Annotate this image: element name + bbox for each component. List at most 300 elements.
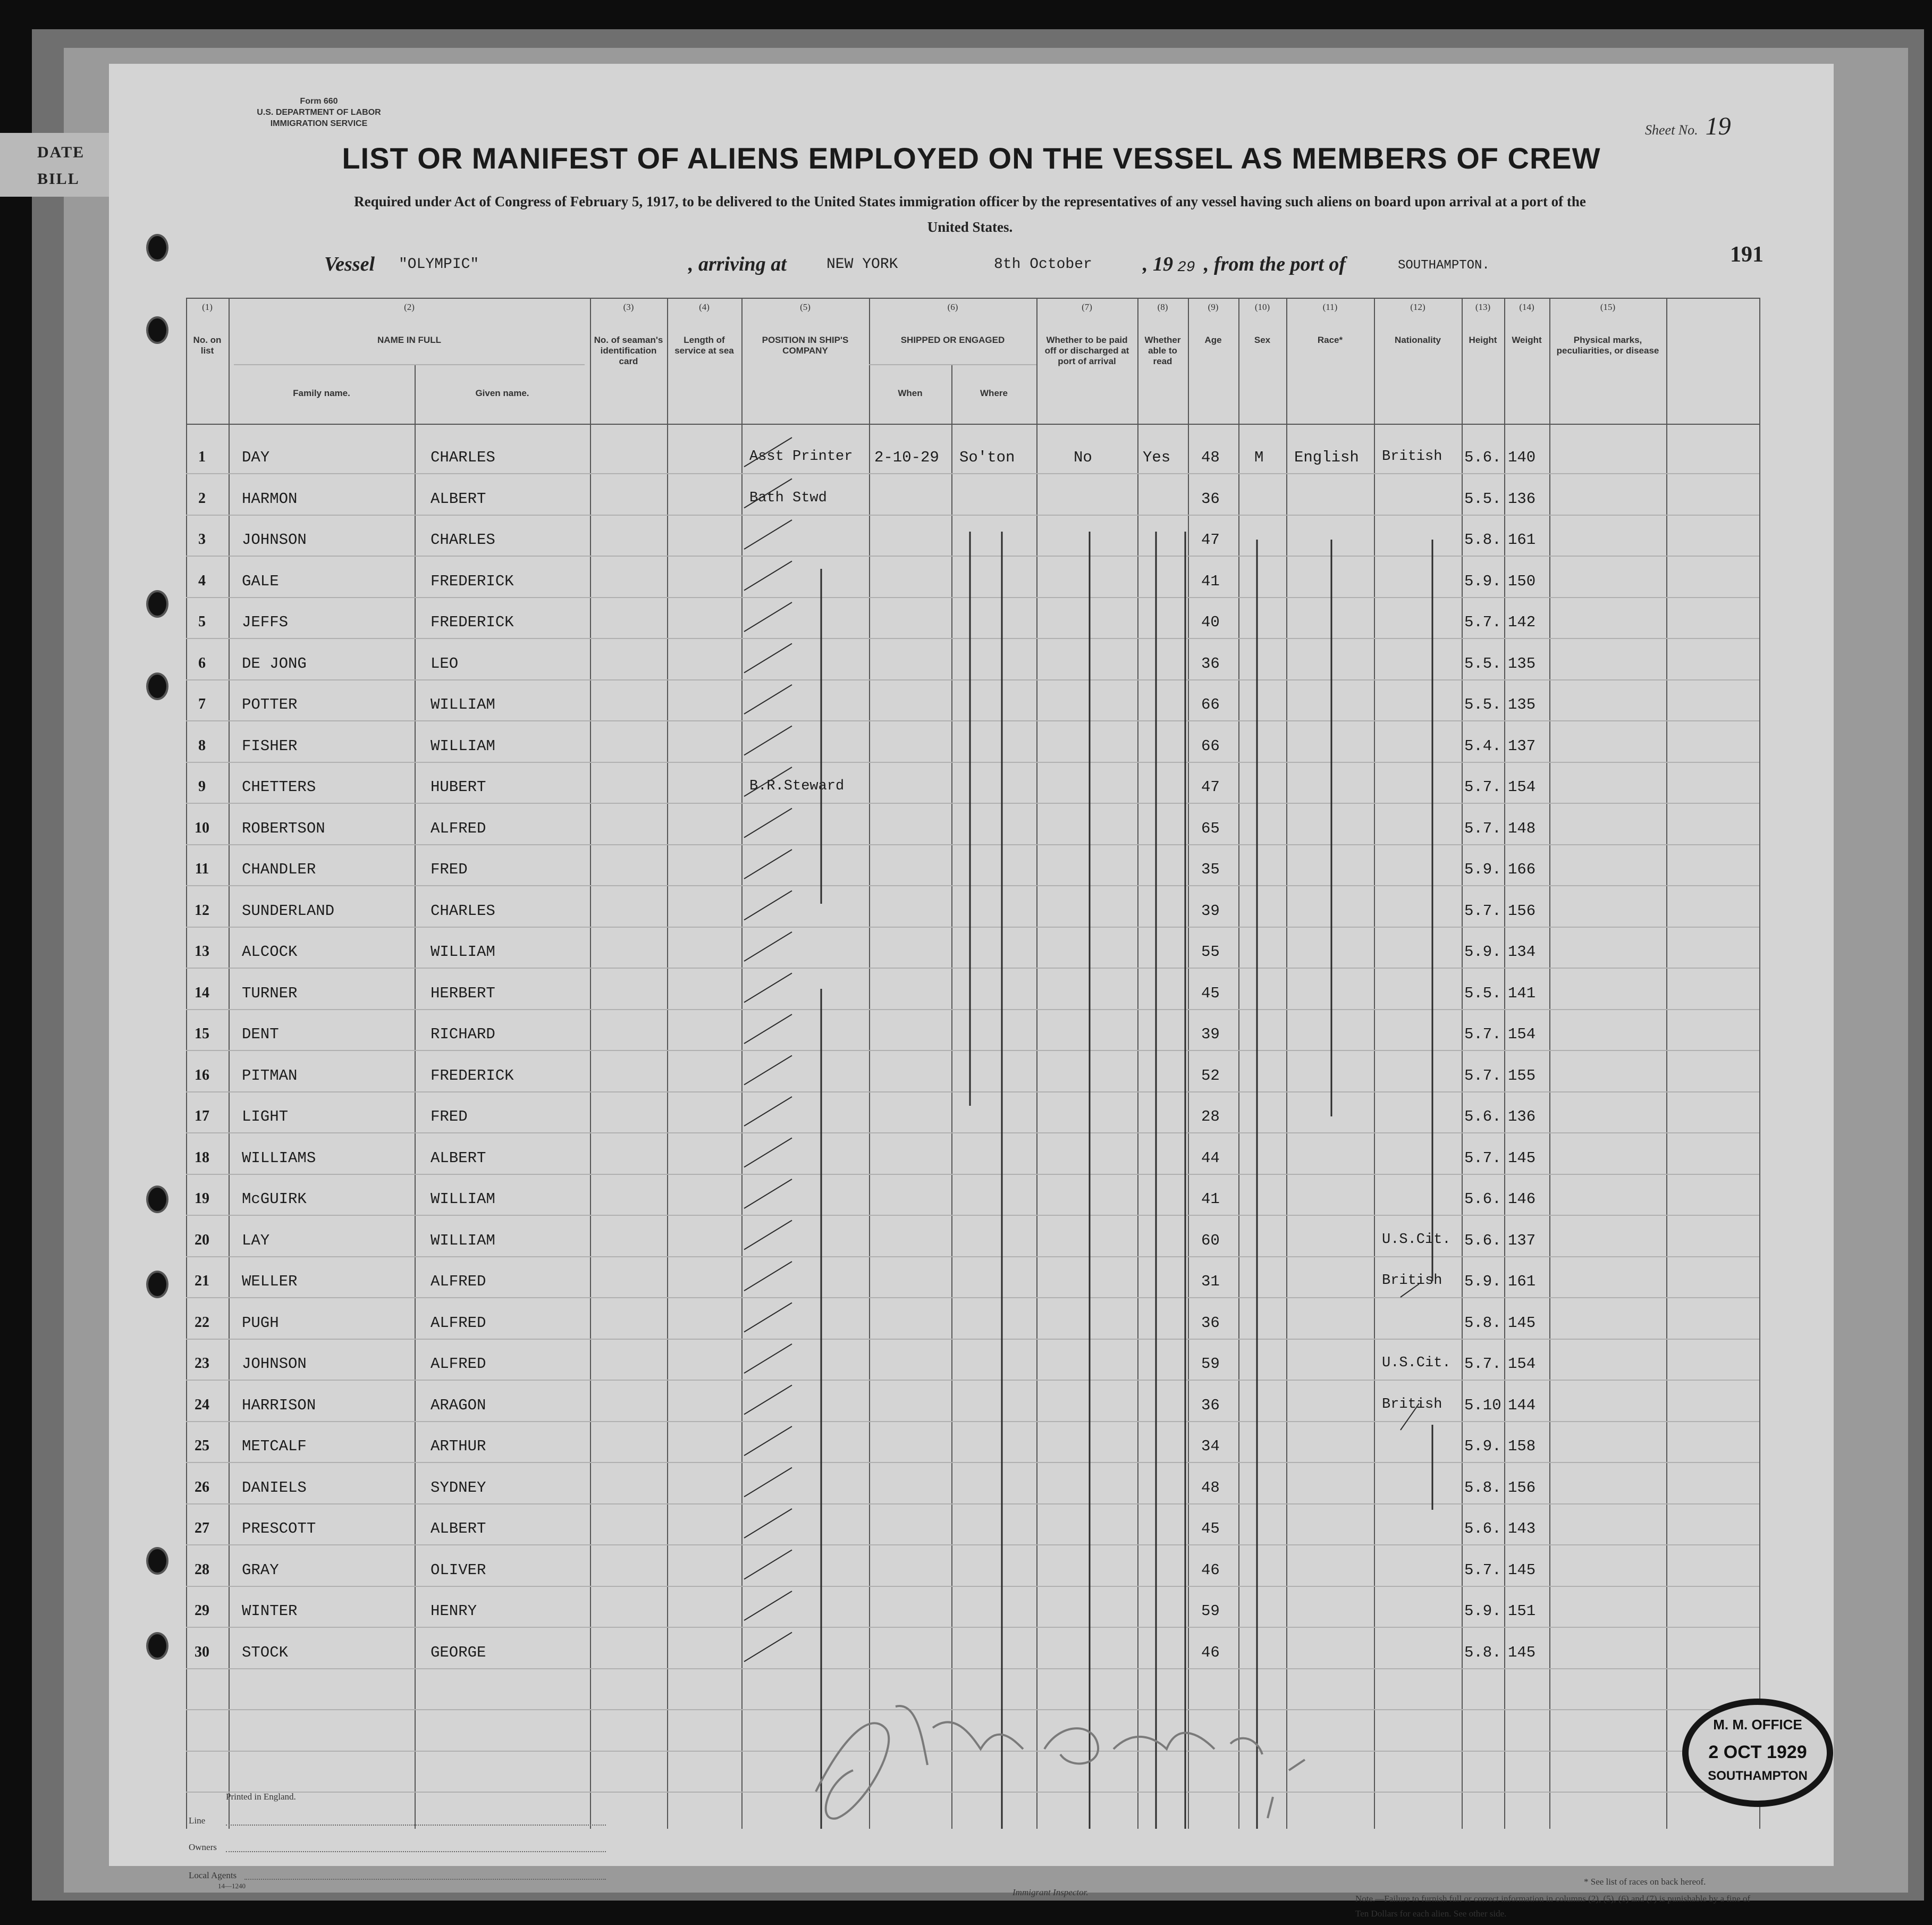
age: 36: [1201, 654, 1220, 673]
row-number: 4: [198, 572, 206, 589]
ditto-stroke: [744, 1468, 792, 1497]
able-to-read: Yes: [1143, 449, 1171, 466]
age: 59: [1201, 1355, 1220, 1373]
column-able-read-number: (8): [1157, 302, 1168, 312]
height: 5.8.: [1464, 1478, 1501, 1497]
ditto-stroke: [744, 685, 792, 714]
weight: 136: [1508, 1108, 1536, 1125]
printed-note: Printed in England.: [226, 1792, 296, 1802]
column-race-header: Race*: [1317, 335, 1343, 345]
ditto-stroke: [744, 1262, 792, 1291]
year-prefix: , 19: [1143, 253, 1173, 275]
column-sex-number: (10): [1254, 302, 1270, 312]
height: 5.6.: [1464, 1231, 1501, 1249]
age: 45: [1201, 1520, 1220, 1537]
ditto-stroke: [1401, 1403, 1419, 1430]
height: 5.9.: [1464, 943, 1501, 961]
where-header: Where: [980, 388, 1008, 398]
inspector-signature: [795, 1659, 1379, 1829]
weight: 148: [1508, 819, 1536, 837]
family-name: METCALF: [242, 1438, 307, 1455]
age: 47: [1201, 778, 1220, 796]
height: 5.7.: [1464, 778, 1501, 796]
age: 34: [1201, 1438, 1220, 1455]
weight: 134: [1508, 943, 1536, 961]
column-divider: [1759, 298, 1760, 1829]
given-name: HUBERT: [431, 778, 486, 796]
position: Asst Printer: [749, 449, 853, 465]
given-name: OLIVER: [431, 1561, 486, 1579]
given-name: FRED: [431, 861, 468, 878]
weight: 137: [1508, 1231, 1536, 1249]
age: 45: [1201, 984, 1220, 1002]
family-name: WELLER: [242, 1273, 298, 1290]
row-number: 29: [195, 1602, 209, 1619]
row-number: 22: [195, 1314, 209, 1331]
row-number: 20: [195, 1231, 209, 1248]
column-height-number: (13): [1475, 302, 1491, 312]
weight: 166: [1508, 861, 1536, 878]
ditto-stroke: [744, 1426, 792, 1456]
ditto-stroke: [744, 520, 792, 549]
owners-label: Owners: [189, 1842, 217, 1852]
age: 55: [1201, 943, 1220, 961]
ditto-stroke: [744, 1221, 792, 1250]
row-number: 1: [198, 449, 206, 465]
weight: 154: [1508, 1025, 1536, 1043]
ditto-marks: [186, 298, 1759, 1829]
age: 66: [1201, 737, 1220, 755]
line-underline: [226, 1825, 606, 1826]
height: 5.6.: [1464, 1190, 1501, 1208]
ditto-stroke: [1401, 1284, 1419, 1297]
column-weight-header: Weight: [1512, 335, 1542, 345]
ditto-stroke: [744, 973, 792, 1003]
height: 5.7.: [1464, 613, 1501, 631]
height: 5.9.: [1464, 572, 1501, 590]
age: 46: [1201, 1561, 1220, 1579]
arriving-label: , arriving at: [688, 253, 787, 275]
column-physical-marks-header: Physical marks, peculiarities, or disease: [1556, 335, 1659, 356]
form-header: [250, 96, 388, 129]
height: 5.7.: [1464, 1149, 1501, 1167]
ditto-stroke: [744, 850, 792, 879]
weight: 143: [1508, 1520, 1536, 1537]
row-number: 10: [195, 819, 209, 836]
ditto-stroke: [744, 644, 792, 673]
manifest-sheet: [109, 64, 1834, 1919]
row-number: 14: [195, 984, 209, 1001]
margin-scrap-line2: BILL: [37, 170, 80, 188]
weight: 158: [1508, 1438, 1536, 1455]
given-name: HERBERT: [431, 984, 495, 1002]
family-name: JEFFS: [242, 613, 289, 631]
family-name: SUNDERLAND: [242, 902, 335, 920]
weight: 154: [1508, 1355, 1536, 1373]
ditto-stroke: [744, 602, 792, 632]
form-number: Form 660: [300, 97, 338, 106]
family-name: PRESCOTT: [242, 1520, 316, 1537]
race: English: [1294, 449, 1359, 466]
height: 5.8.: [1464, 531, 1501, 549]
department: U.S. DEPARTMENT OF LABOR: [257, 108, 381, 117]
punch-hole: [146, 1271, 168, 1298]
column-position-header: POSITION IN SHIP'S COMPANY: [762, 335, 849, 356]
family-name: STOCK: [242, 1643, 289, 1661]
given-name: GEORGE: [431, 1643, 486, 1661]
weight: 150: [1508, 572, 1536, 590]
family-name: TURNER: [242, 984, 298, 1002]
age: 36: [1201, 1396, 1220, 1414]
family-name: JOHNSON: [242, 531, 307, 549]
margin-scrap: [0, 133, 112, 197]
row-number: 12: [195, 902, 209, 919]
height: 5.9.: [1464, 861, 1501, 878]
given-name: ALFRED: [431, 1355, 486, 1373]
column-length-service-number: (4): [699, 302, 710, 312]
position: Bath Stwd: [749, 490, 827, 506]
height: 5.5.: [1464, 490, 1501, 508]
given-name: FREDERICK: [431, 613, 514, 631]
weight: 137: [1508, 737, 1536, 755]
arriving-port: NEW YORK: [826, 256, 898, 273]
age: 59: [1201, 1602, 1220, 1620]
ditto-stroke: [744, 1179, 792, 1208]
height: 5.9.: [1464, 1273, 1501, 1290]
given-name: CHARLES: [431, 449, 495, 466]
height: 5.6.: [1464, 1520, 1501, 1537]
column-nationality-header: Nationality: [1395, 335, 1441, 345]
weight: 136: [1508, 490, 1536, 508]
given-name: WILLIAM: [431, 1190, 495, 1208]
family-name: ALCOCK: [242, 943, 298, 961]
given-name: ARTHUR: [431, 1438, 486, 1455]
height: 5.8.: [1464, 1314, 1501, 1332]
vessel-name: "OLYMPIC": [399, 256, 479, 273]
age: 46: [1201, 1643, 1220, 1661]
weight: 154: [1508, 778, 1536, 796]
given-name: ALFRED: [431, 819, 486, 837]
given-name: FREDERICK: [431, 1066, 514, 1085]
requirement-text: Required under Act of Congress of February 5, 1917, to be delivered to the United States immigration officer by the representatives of any vessel having such aliens on board upon arrival at a port of the United States.: [354, 194, 1586, 235]
given-name: HENRY: [431, 1602, 477, 1620]
position: B.R.Steward: [749, 778, 845, 794]
given-name: CHARLES: [431, 902, 495, 920]
weight: 145: [1508, 1149, 1536, 1167]
column-name-header: NAME IN FULL: [377, 335, 441, 345]
row-number: 27: [195, 1520, 209, 1536]
family-name: FISHER: [242, 737, 298, 755]
line-label: Line: [189, 1815, 206, 1826]
punch-hole: [146, 1186, 168, 1213]
weight: 141: [1508, 984, 1536, 1002]
column-length-service-header: Length of service at sea: [674, 335, 734, 356]
ditto-stroke: [744, 726, 792, 755]
inspector-label: Immigrant Inspector.: [1013, 1887, 1089, 1897]
family-name: HARMON: [242, 490, 298, 508]
age: 52: [1201, 1066, 1220, 1085]
column-position-number: (5): [800, 302, 811, 312]
given-name: ALFRED: [431, 1314, 486, 1332]
form-code: 14—1240: [218, 1882, 246, 1890]
column-nationality-number: (12): [1410, 302, 1425, 312]
column-seaman-card-number: (3): [623, 302, 634, 312]
nationality: British: [1382, 1273, 1442, 1289]
height: 5.6.: [1464, 1108, 1501, 1125]
column-shipped-number: (6): [947, 302, 958, 312]
family-name: GALE: [242, 572, 279, 590]
punch-hole: [146, 316, 168, 344]
ditto-stroke: [744, 1097, 792, 1126]
column-paid-off-header: Whether to be paid off or discharged at port of arrival: [1044, 335, 1129, 366]
column-no-number: (1): [202, 302, 213, 312]
weight: 135: [1508, 696, 1536, 713]
office-stamp: [1682, 1699, 1833, 1807]
height: 5.5.: [1464, 984, 1501, 1002]
row-number: 19: [195, 1190, 209, 1207]
given-name: WILLIAM: [431, 1231, 495, 1249]
age: 40: [1201, 613, 1220, 631]
ditto-stroke: [744, 561, 792, 591]
row-number: 18: [195, 1149, 209, 1166]
family-name: CHETTERS: [242, 778, 316, 796]
height: 5.7.: [1464, 1355, 1501, 1373]
given-name: LEO: [431, 654, 459, 673]
ditto-stroke: [744, 1138, 792, 1167]
family-name: DANIELS: [242, 1478, 307, 1497]
given-name: FRED: [431, 1108, 468, 1125]
sex: M: [1254, 449, 1264, 466]
family-name: DENT: [242, 1025, 279, 1043]
sheet-number-label: Sheet No.: [1645, 122, 1698, 138]
family-name: GRAY: [242, 1561, 279, 1579]
weight: 142: [1508, 613, 1536, 631]
ditto-stroke: [744, 479, 792, 508]
ditto-stroke: [744, 1385, 792, 1415]
vessel-label: Vessel: [324, 253, 375, 275]
weight: 144: [1508, 1396, 1536, 1414]
given-name: FREDERICK: [431, 572, 514, 590]
age: 31: [1201, 1273, 1220, 1290]
column-physical-marks-number: (15): [1600, 302, 1616, 312]
height: 5.7.: [1464, 1025, 1501, 1043]
weight: 156: [1508, 1478, 1536, 1497]
column-name-number: (2): [404, 302, 415, 312]
row-number: 24: [195, 1396, 209, 1413]
height: 5.10: [1464, 1396, 1501, 1414]
stamp-top: M. M. OFFICE: [1713, 1717, 1802, 1733]
given-name: ARAGON: [431, 1396, 486, 1414]
height: 5.5.: [1464, 696, 1501, 713]
column-able-read-header: Whether able to read: [1144, 335, 1181, 366]
given-name: WILLIAM: [431, 737, 495, 755]
year: 29: [1177, 259, 1195, 276]
row-number: 11: [195, 861, 209, 877]
row-number: 7: [198, 696, 206, 712]
row-number: 28: [195, 1561, 209, 1578]
weight: 145: [1508, 1314, 1536, 1332]
age: 41: [1201, 572, 1220, 590]
height: 5.8.: [1464, 1643, 1501, 1661]
row-number: 21: [195, 1273, 209, 1289]
age: 36: [1201, 490, 1220, 508]
column-age-header: Age: [1204, 335, 1222, 345]
ditto-stroke: [744, 1509, 792, 1538]
family-name: PUGH: [242, 1314, 279, 1332]
column-sex-header: Sex: [1254, 335, 1271, 345]
local-agents-underline: [244, 1879, 606, 1880]
punch-hole: [146, 234, 168, 262]
row-number: 16: [195, 1066, 209, 1083]
height: 5.7.: [1464, 1561, 1501, 1579]
stamp-bottom: SOUTHAMPTON: [1708, 1769, 1808, 1783]
given-name: ALBERT: [431, 490, 486, 508]
family-name: WILLIAMS: [242, 1149, 316, 1167]
age: 39: [1201, 902, 1220, 920]
column-race-number: (11): [1322, 302, 1338, 312]
manifest-table: [186, 298, 1759, 1829]
local-agents-label: Local Agents: [189, 1870, 237, 1880]
ditto-stroke: [744, 1633, 792, 1662]
weight: 151: [1508, 1602, 1536, 1620]
ditto-stroke: [744, 1344, 792, 1373]
row-number: 8: [198, 737, 206, 754]
height: 5.7.: [1464, 819, 1501, 837]
row-number: 17: [195, 1108, 209, 1124]
age: 65: [1201, 819, 1220, 837]
family-name: WINTER: [242, 1602, 298, 1620]
ditto-stroke: [744, 932, 792, 961]
family-name: CHANDLER: [242, 861, 316, 878]
row-number: 30: [195, 1643, 209, 1660]
margin-scrap-line1: DATE: [37, 144, 85, 161]
age: 66: [1201, 696, 1220, 713]
given-name: SYDNEY: [431, 1478, 486, 1497]
age: 48: [1201, 449, 1220, 466]
punch-hole: [146, 590, 168, 618]
height: 5.9.: [1464, 1602, 1501, 1620]
family-name: ROBERTSON: [242, 819, 325, 837]
weight: 135: [1508, 654, 1536, 673]
row-number: 2: [198, 490, 206, 507]
weight: 145: [1508, 1643, 1536, 1661]
age: 44: [1201, 1149, 1220, 1167]
row-number: 5: [198, 613, 206, 630]
family-name: McGUIRK: [242, 1190, 307, 1208]
owners-underline: [226, 1851, 606, 1852]
row-number: 15: [195, 1025, 209, 1042]
given-name: WILLIAM: [431, 943, 495, 961]
age: 47: [1201, 531, 1220, 549]
arrival-date: 8th October: [994, 256, 1092, 273]
family-name: DAY: [242, 449, 270, 466]
family-name: POTTER: [242, 696, 298, 713]
ditto-stroke: [744, 1056, 792, 1085]
height: 5.7.: [1464, 1066, 1501, 1085]
nationality: British: [1382, 1396, 1442, 1413]
age: 39: [1201, 1025, 1220, 1043]
paid-off: No: [1074, 449, 1092, 466]
ditto-stroke: [744, 1550, 792, 1579]
race-note: * See list of races on back hereof.: [1584, 1877, 1706, 1887]
weight: 156: [1508, 902, 1536, 920]
given-name: ALFRED: [431, 1273, 486, 1290]
weight: 146: [1508, 1190, 1536, 1208]
column-shipped-header: SHIPPED OR ENGAGED: [900, 335, 1005, 345]
column-no-header: No. on list: [193, 335, 222, 356]
ditto-stroke: [744, 1591, 792, 1620]
age: 35: [1201, 861, 1220, 878]
family-name: LIGHT: [242, 1108, 289, 1125]
height: 5.5.: [1464, 654, 1501, 673]
column-seaman-card-header: No. of seaman's identification card: [594, 335, 663, 366]
weight: 155: [1508, 1066, 1536, 1085]
ditto-stroke: [744, 1303, 792, 1332]
age: 36: [1201, 1314, 1220, 1332]
given-name: ALBERT: [431, 1149, 486, 1167]
sheet-number: [1645, 112, 1731, 141]
weight: 161: [1508, 531, 1536, 549]
family-name: DE JONG: [242, 654, 307, 673]
weight: 140: [1508, 449, 1536, 466]
shipped-when: 2-10-29: [874, 449, 939, 466]
row-number: 26: [195, 1478, 209, 1495]
nationality: British: [1382, 449, 1442, 465]
age: 41: [1201, 1190, 1220, 1208]
when-header: When: [898, 388, 923, 398]
ditto-stroke: [744, 1014, 792, 1044]
page-title: LIST OR MANIFEST OF ALIENS EMPLOYED ON THE VESSEL AS MEMBERS OF CREW: [342, 141, 1601, 175]
family-name-header: Family name.: [293, 388, 350, 398]
punch-hole: [146, 673, 168, 700]
shipped-where: So'ton: [959, 449, 1015, 466]
ditto-stroke: [744, 767, 792, 796]
row-number: 13: [195, 943, 209, 960]
given-name: ALBERT: [431, 1520, 486, 1537]
nationality: U.S.Cit.: [1382, 1355, 1451, 1371]
stamp-date: 2 OCT 1929: [1708, 1742, 1807, 1762]
from-port-label: , from the port of: [1204, 253, 1346, 275]
height: 5.4.: [1464, 737, 1501, 755]
height: 5.9.: [1464, 1438, 1501, 1455]
weight: 145: [1508, 1561, 1536, 1579]
page-number: 191: [1730, 242, 1764, 267]
row-number: 25: [195, 1438, 209, 1454]
column-age-number: (9): [1208, 302, 1219, 312]
column-weight-number: (14): [1519, 302, 1534, 312]
given-name: RICHARD: [431, 1025, 495, 1043]
row-number: 6: [198, 654, 206, 671]
punch-hole: [146, 1632, 168, 1660]
punch-hole: [146, 1547, 168, 1575]
penalty-note: Note.—Failure to furnish full or correct information in columns (2), (5), (6) and (7) is punishable by a fine of Ten Dollars for each alien. See other side.: [1355, 1894, 1751, 1919]
row-number: 9: [198, 778, 206, 795]
given-name: CHARLES: [431, 531, 495, 549]
age: 60: [1201, 1231, 1220, 1249]
height: 5.6.: [1464, 449, 1501, 466]
family-name: JOHNSON: [242, 1355, 307, 1373]
ditto-stroke: [744, 809, 792, 838]
family-name: PITMAN: [242, 1066, 298, 1085]
given-name-header: Given name.: [475, 388, 529, 398]
family-name: LAY: [242, 1231, 270, 1249]
row-number: 23: [195, 1355, 209, 1372]
column-height-header: Height: [1469, 335, 1497, 345]
height: 5.7.: [1464, 902, 1501, 920]
departure-port: SOUTHAMPTON.: [1398, 258, 1490, 273]
age: 28: [1201, 1108, 1220, 1125]
weight: 161: [1508, 1273, 1536, 1290]
